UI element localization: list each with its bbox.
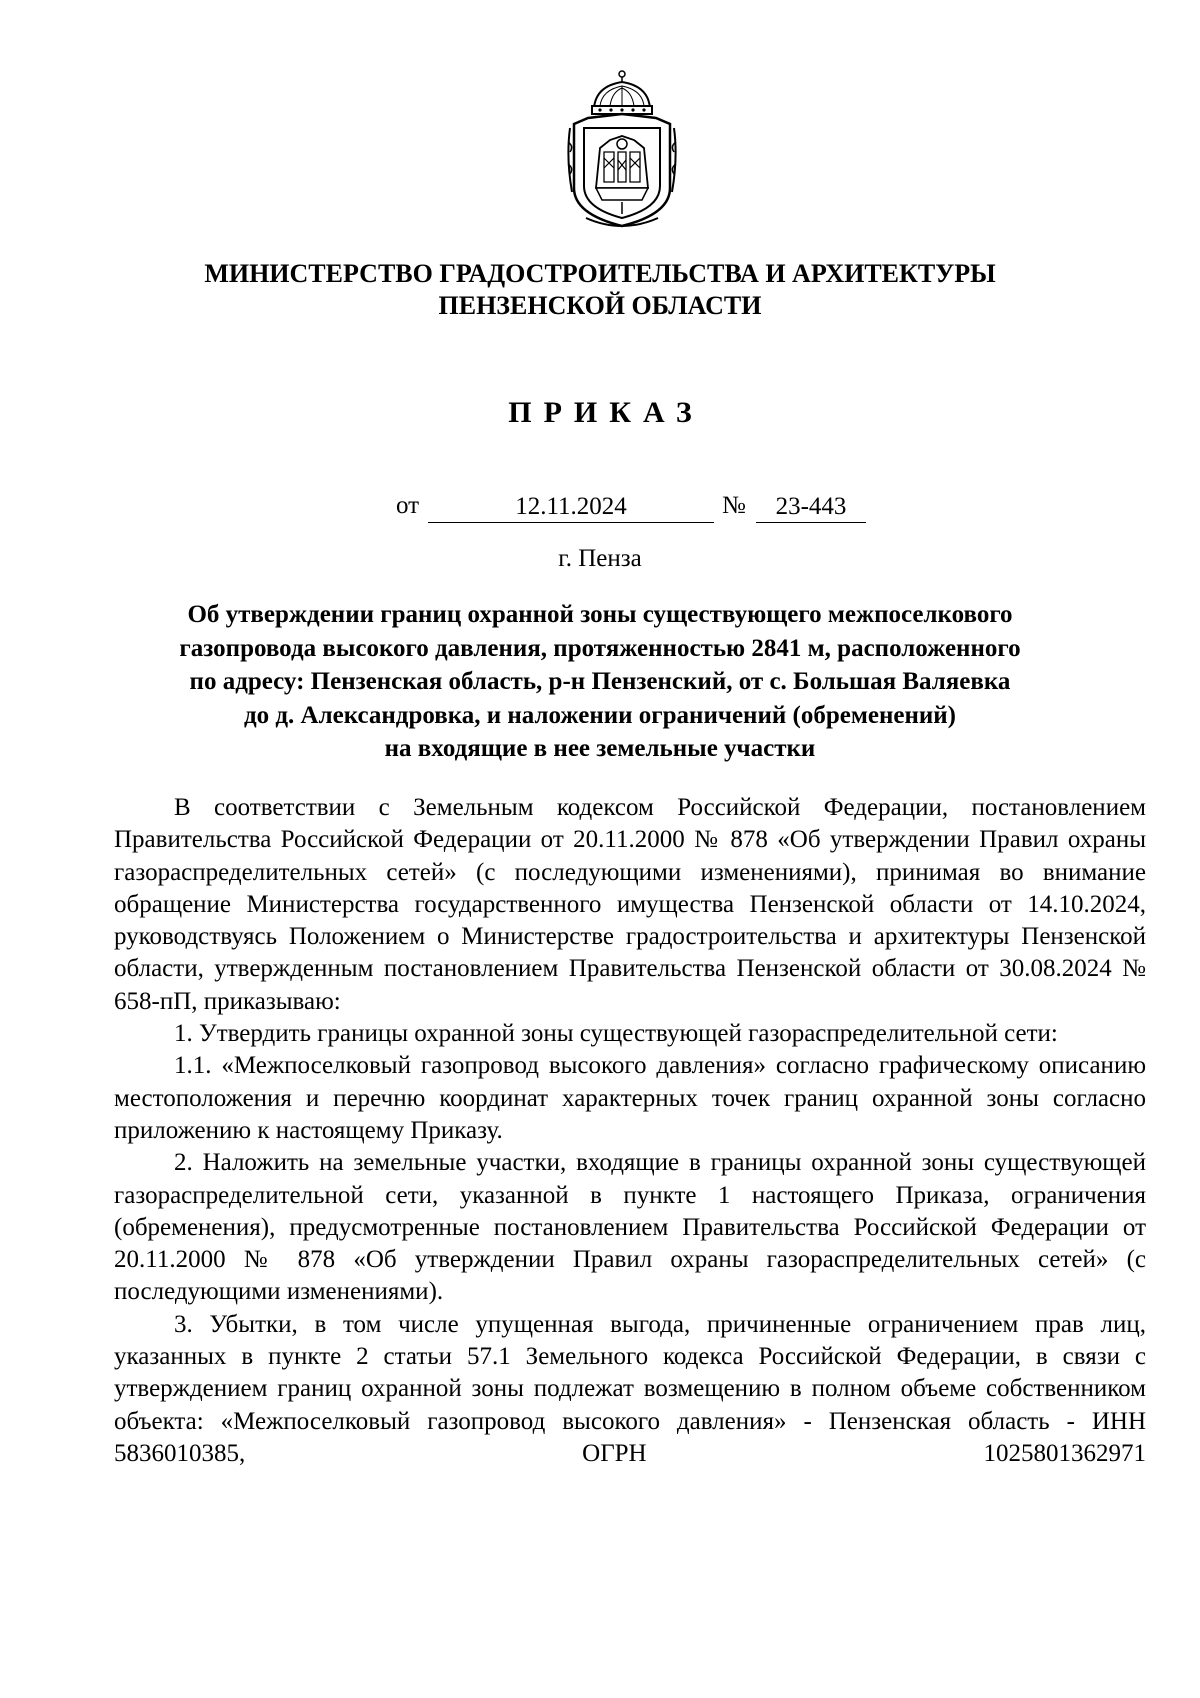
order-title: ПРИКАЗ (508, 396, 704, 429)
order-date: 12.11.2024 (515, 493, 627, 520)
subject-line-3: по адресу: Пензенская область, р-н Пензенский, от с. Большая Валяевка (189, 668, 1011, 695)
ministry-header (0, 258, 1200, 322)
subject-line-5: на входящие в нее земельные участки (384, 735, 816, 762)
item-1-1-paragraph: 1.1. «Межпоселковый газопровод высокого давления» согласно графическому описанию местоположения и перечню координат характерных точек границ охранной зоны согласно приложению к настоящему Приказу. (114, 1052, 1146, 1144)
item-2-paragraph: 2. Наложить на земельные участки, входящие в границы охранной зоны существующей газораспределительной сети, указанной в пункте 1 настоящего Приказа, ограничения (обременения), предусмотренные постановлением Правительства Российской Федерации от 20.11.2000 № 878 «Об утверждении Правил охраны газораспределительных сетей» (с последующими изменениями). (114, 1149, 1146, 1306)
order-body (114, 792, 1146, 1470)
order-number: 23-443 (775, 493, 847, 520)
date-prefix: от (396, 492, 420, 519)
penza-coat-of-arms-icon (566, 68, 678, 228)
order-date-field (428, 492, 714, 523)
ministry-name-line-1: МИНИСТЕРСТВО ГРАДОСТРОИТЕЛЬСТВА И АРХИТЕКТУРЫ (204, 259, 996, 288)
subject-line-1: Об утверждении границ охранной зоны существующего межпоселкового (187, 601, 1013, 628)
number-prefix: № (722, 492, 746, 519)
item-1-paragraph: 1. Утвердить границы охранной зоны существующей газораспределительной сети: (174, 1020, 1058, 1048)
order-subject (0, 598, 1200, 766)
subject-line-4: до д. Александровка, и наложении ограничений (обременений) (243, 701, 956, 729)
order-date-number-line (0, 492, 1200, 526)
item-3-paragraph: 3. Убытки, в том числе упущенная выгода, причиненные ограничением прав лиц, указанных в пункте 2 статьи 57.1 Земельного кодекса Российской Федерации, в связи с утверждением границ охранной зоны подлежат возмещению в полном объеме собственником объекта: «Межпоселковый газопровод высокого давления» - Пензенская область - ИНН 5836010385, ОГРН 1025801362971 (114, 1310, 1146, 1467)
order-number-field (756, 492, 866, 523)
city: г. Пенза (558, 545, 642, 572)
subject-line-2: газопровода высокого давления, протяженностью 2841 м, расположенного (179, 634, 1021, 662)
preamble-paragraph: В соответствии с Земельным кодексом Российской Федерации, постановлением Правительства Российской Федерации от 20.11.2000 № 878 «Об утверждении Правил охраны газораспределительных сетей» (с последующими изменениями), принимая во внимание обращение Министерства государственного имущества Пензенской области от 14.10.2024, руководствуясь Положением о Министерстве градостроительства и архитектуры Пензенской области, утвержденным постановлением Правительства Пензенской области от 30.08.2024 № 658-пП, приказываю: (114, 794, 1146, 1015)
ministry-name-line-2: ПЕНЗЕНСКОЙ ОБЛАСТИ (438, 291, 762, 320)
